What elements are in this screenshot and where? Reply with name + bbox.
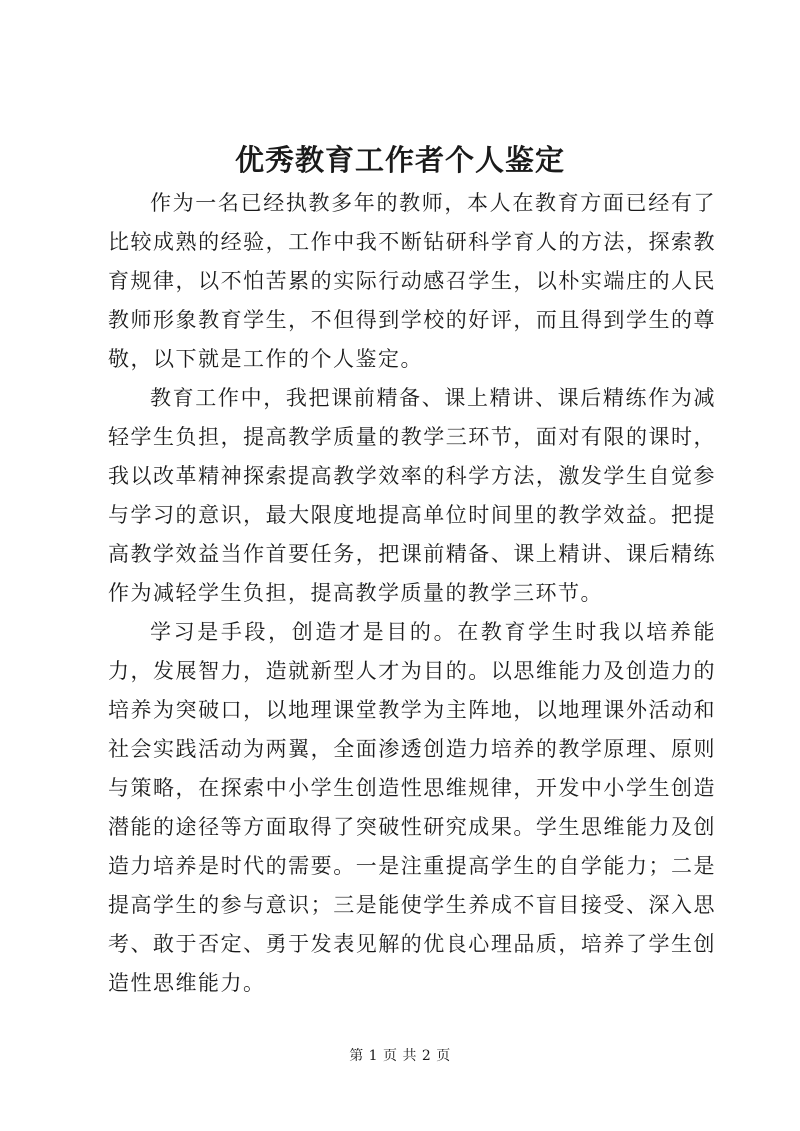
document-title: 优秀教育工作者个人鉴定 xyxy=(234,143,565,177)
paragraph-3: 学习是手段，创造才是目的。在教育学生时我以培养能力，发展智力，造就新型人才为目的。以思维能力及创造力的培养为突破口，以地理课堂教学为主阵地，以地理课外活动和社会实践活动为两翼，全面渗透创造力培养的教学原理、原则与策略，在探索中小学生创造性思维规律，开发中小学生创造潜能的途径等方面取得了突破性研究成果。学生思维能力及创造力培养是时代的需要。一是注重提高学生的自学能力；二是提高学生的参与意识；三是能使学生养成不盲目接受、深入思考、敢于否定、勇于发表见解的优良心理品质，培养了学生创造性思维能力。 xyxy=(108,620,716,995)
document-body xyxy=(108,184,716,1003)
paragraph-2: 教育工作中，我把课前精备、课上精讲、课后精练作为减轻学生负担，提高教学质量的教学三环节，面对有限的课时，我以改革精神探索提高教学效率的科学方法，激发学生自觉参与学习的意识，最大限度地提高单位时间里的教学效益。把提高教学效益当作首要任务，把课前精备、课上精讲、课后精练作为减轻学生负担，提高教学质量的教学三环节。 xyxy=(108,386,716,605)
page-number-footer: 第 1 页 共 2 页 xyxy=(349,1048,451,1064)
paragraph-1: 作为一名已经执教多年的教师，本人在教育方面已经有了比较成熟的经验，工作中我不断钻研科学育人的方法，探索教育规律，以不怕苦累的实际行动感召学生，以朴实端庄的人民教师形象教育学生，不但得到学校的好评，而且得到学生的尊敬，以下就是工作的个人鉴定。 xyxy=(108,191,716,371)
